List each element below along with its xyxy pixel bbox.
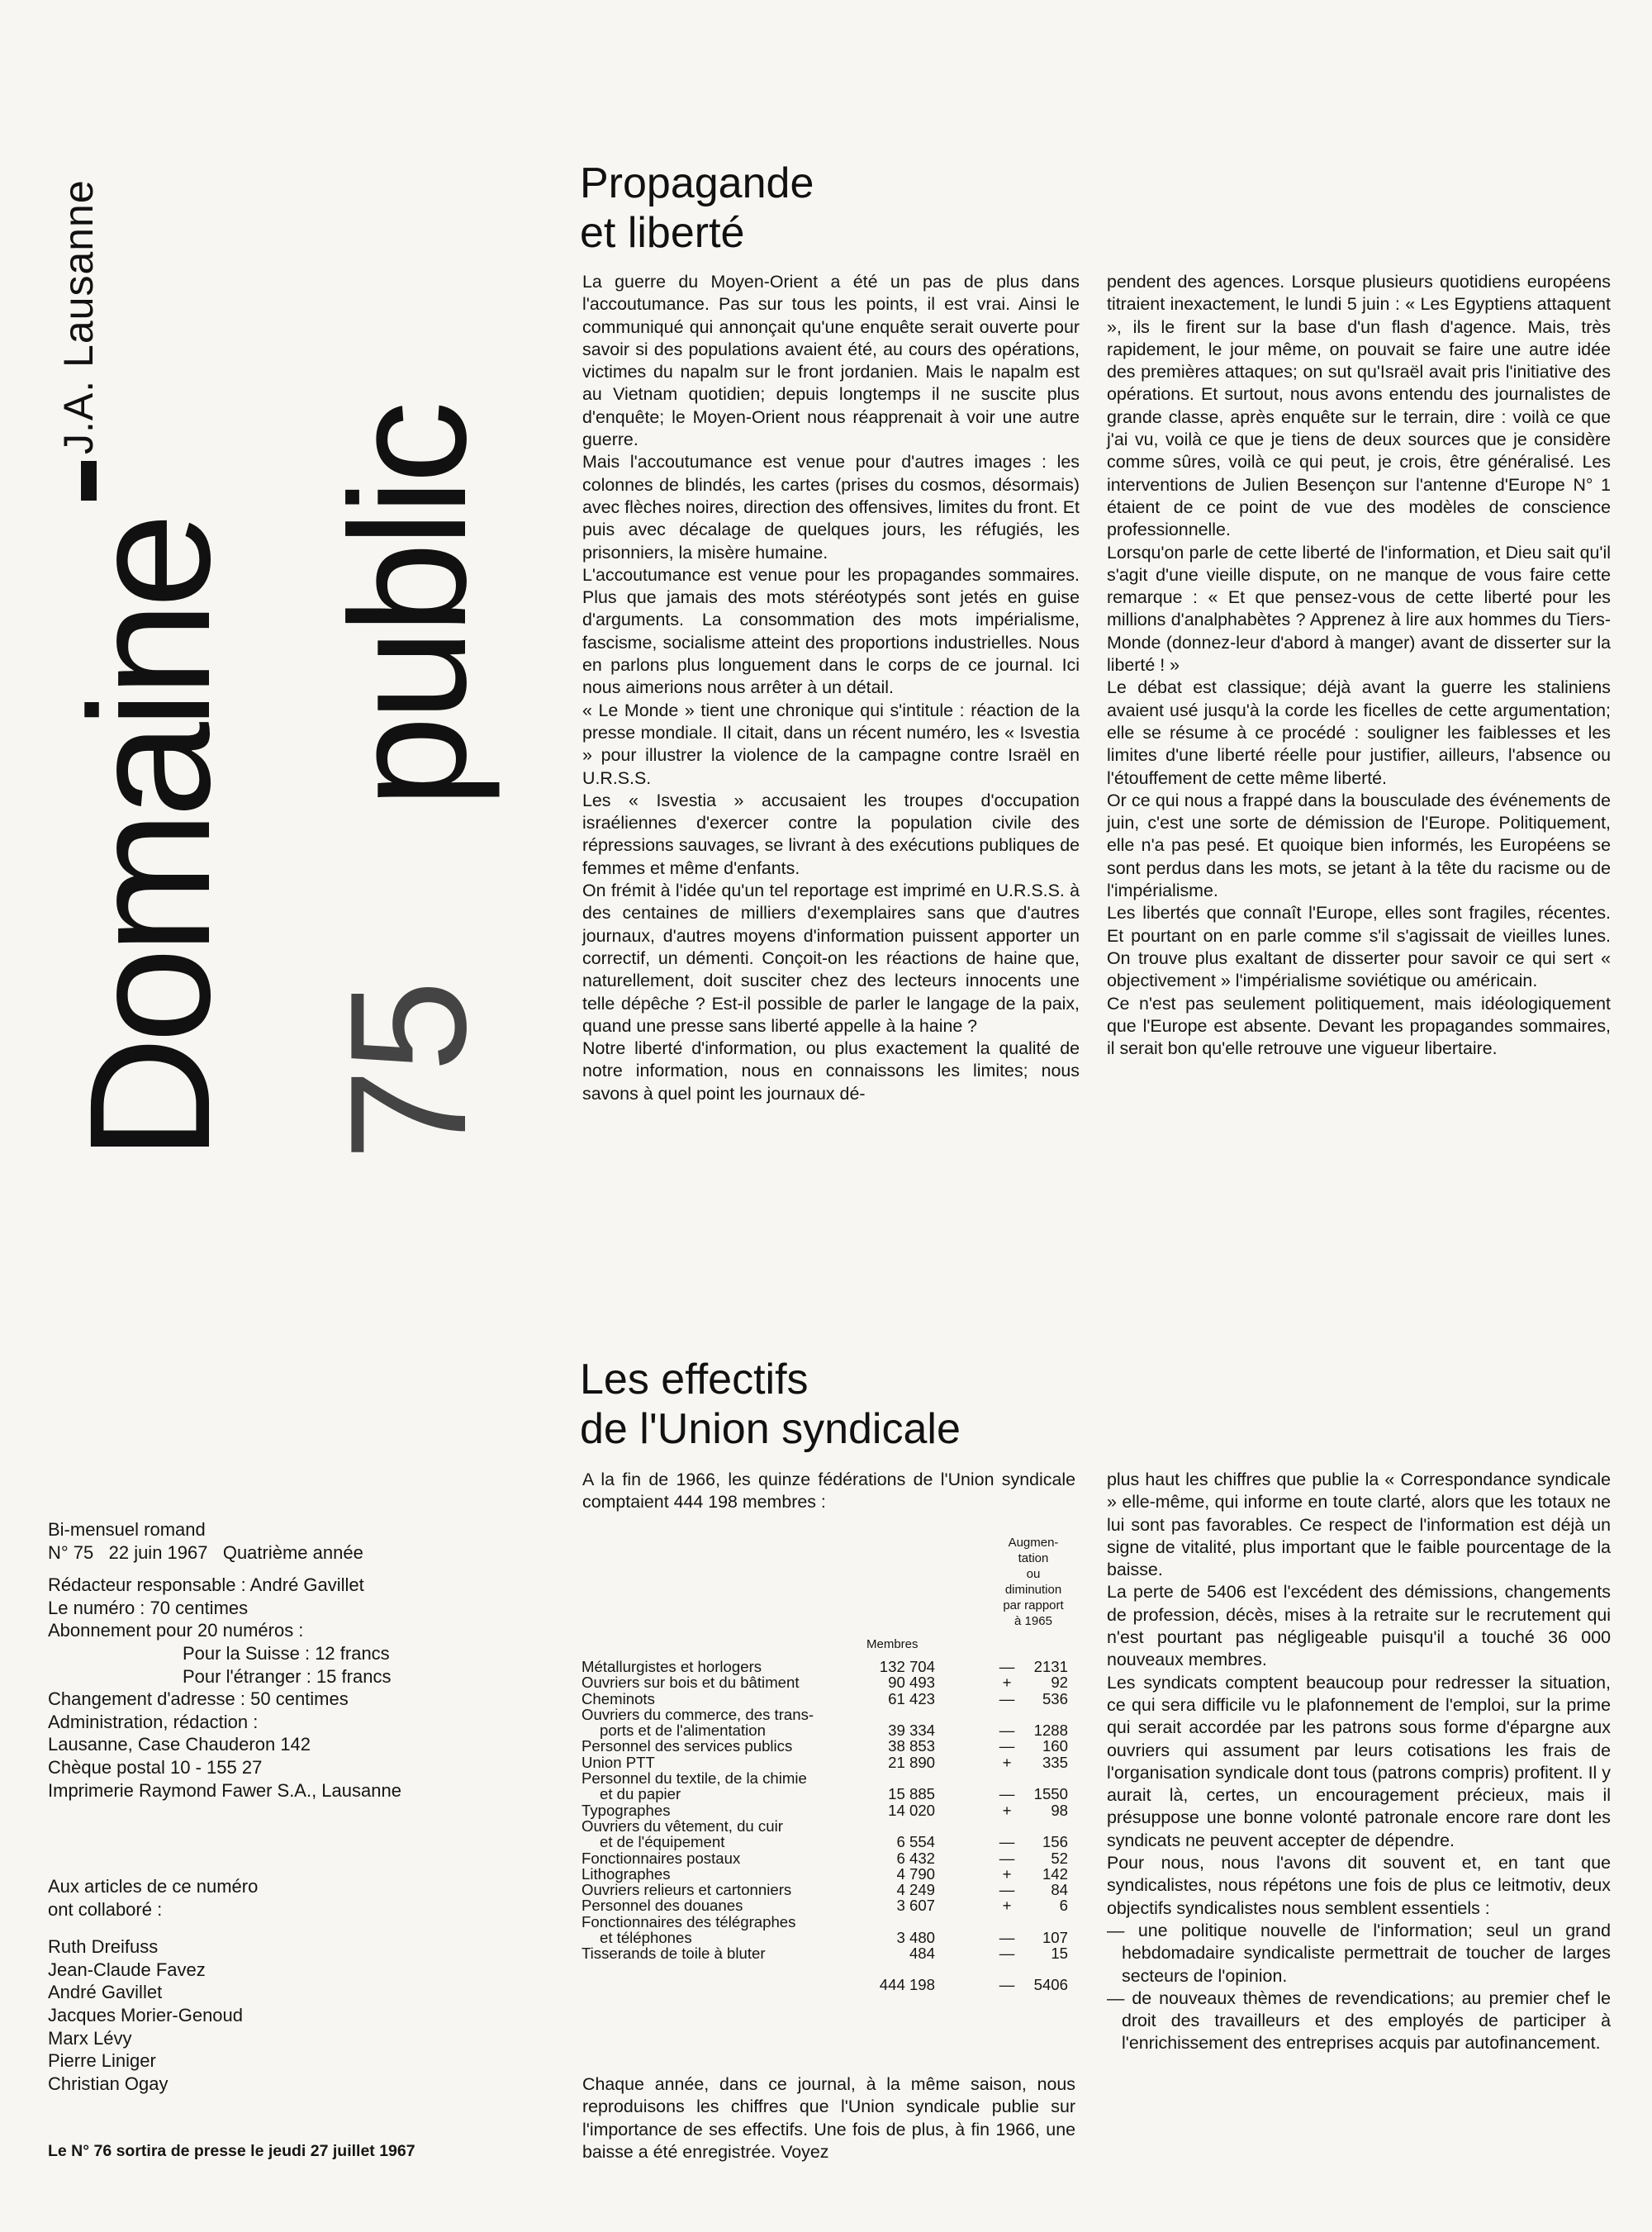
info-line: N° 75 22 juin 1967 Quatrième année xyxy=(48,1541,363,1563)
info-line: Abonnement pour 20 numéros : xyxy=(48,1620,304,1641)
table-cell-change: 84 xyxy=(1051,1881,1068,1899)
table-row xyxy=(582,1882,1070,1897)
info-line: Pour l'étranger : 15 francs xyxy=(183,1665,392,1687)
table-cell-change: 2131 xyxy=(1033,1658,1068,1675)
table-total-sign: — xyxy=(999,1975,1015,1993)
table-cell-name-line: ports et de l'alimentation xyxy=(600,1721,766,1740)
table-cell-name-line: Personnel des douanes xyxy=(582,1897,743,1915)
info-line: Chèque postal 10 - 155 27 xyxy=(48,1756,263,1778)
header-change-line: diminution xyxy=(1004,1583,1062,1597)
table-cell-sign: — xyxy=(999,1785,1015,1803)
table-row xyxy=(582,1770,1070,1802)
table-row xyxy=(582,1802,1070,1818)
contributor-name: Ruth Dreifuss xyxy=(48,1936,159,1958)
table-row xyxy=(582,1674,1070,1690)
contributor-name: Jacques Morier-Genoud xyxy=(48,2004,244,2025)
table-cell-name-line: Cheminots xyxy=(582,1689,655,1707)
table-cell-name xyxy=(582,1738,862,1754)
masthead-issue-number: 75 xyxy=(316,983,501,1161)
table-cell-name xyxy=(582,1850,862,1866)
table-cell-name-line: et du papier xyxy=(600,1785,681,1803)
table-cell-change: 52 xyxy=(1051,1849,1068,1867)
table-cell-members: 132 704 xyxy=(879,1658,935,1675)
table-body xyxy=(582,1659,1070,1962)
table-cell-sign: + xyxy=(1002,1801,1012,1819)
info-line: Changement d'adresse : 50 centimes xyxy=(48,1688,349,1710)
info-line: Rédacteur responsable : André Gavillet xyxy=(48,1574,364,1596)
table-cell-members: 38 853 xyxy=(888,1737,935,1755)
contributor-name: Marx Lévy xyxy=(48,2027,132,2049)
table-cell-name-line: Fonctionnaires des télégraphes xyxy=(582,1912,796,1930)
contributor-name: André Gavillet xyxy=(48,1982,163,2003)
contributor-name: Christian Ogay xyxy=(48,2073,169,2094)
table-cell-change: 160 xyxy=(1042,1737,1068,1755)
header-change-line: à 1965 xyxy=(1014,1614,1052,1628)
table-cell-change: 335 xyxy=(1042,1753,1068,1771)
table-cell-name-line: Ouvriers du vêtement, du cuir xyxy=(582,1816,783,1835)
table-row xyxy=(582,1659,1070,1674)
article1-title xyxy=(580,159,814,258)
header-change-line: Augmen- xyxy=(1008,1536,1059,1550)
table-row xyxy=(582,1897,1070,1913)
article1-paragraph: pendent des agences. Lorsque plusieurs quotidiens européens titraient inexactement, le lundi 5 juin : « Les Egyptiens attaquent », ils le firent sur la base d'un flash d'agence. Mais, très rapidement, le jour même, on pouvait se faire une autre idée des premières attaques; on sut qu'Israël avait pris l'initiative des opérations. Et surtout, nous avons entendu des journalistes de grande classe, après enquête sur le terrain, dire : voilà ce que j'ai vu, voilà ce que je tiens de deux sources que je considère comme sûres, voilà ce qui peut, je crois, être généralisé. Les interventions de Julien Besençon sur l'antenne d'Europe N° 1 étaient de ce point de vue des modèles de conscience professionnelle. xyxy=(1107,272,1611,540)
table-total-label xyxy=(582,1977,862,1992)
table-cell-change: 6 xyxy=(1059,1897,1068,1915)
table-row xyxy=(582,1707,1070,1739)
table-total-members: 444 198 xyxy=(879,1975,935,1993)
table-cell-change: 92 xyxy=(1051,1674,1068,1692)
table-cell-name xyxy=(582,1770,862,1802)
table-cell-change: 156 xyxy=(1042,1833,1068,1851)
article1-column2 xyxy=(1107,271,1611,1060)
masthead-title-domaine: Domaine xyxy=(55,519,246,1161)
article2-bullet: — de nouveaux thèmes de revendications; au premier chef le droit des travailleurs et des employés de participer à l'enrichissement des entreprises acquis par autofinancement. xyxy=(1107,1987,1611,2054)
article1-paragraph: Les « Isvestia » accusaient les troupes d'occupation israéliennes d'exercer contre la population civile des répressions sauvages, se livrant à des exécutions publiques de femmes et même d'enfants. xyxy=(582,790,1080,878)
contributor-name: Jean-Claude Favez xyxy=(48,1959,206,1980)
article2-intro-text: A la fin de 1966, les quinze fédérations de l'Union syndicale comptaient 444 198 membres : xyxy=(582,1470,1075,1513)
table-cell-sign: + xyxy=(1002,1753,1012,1771)
article1-paragraph: Ce n'est pas seulement politiquement, mais idéologiquement que l'Europe est absente. Devant les propagandes sommaires, il serait bon qu'elle retrouve une vigueur libertaire. xyxy=(1107,993,1611,1059)
table-cell-name-line: Ouvriers sur bois et du bâtiment xyxy=(582,1674,800,1692)
table-cell-name-line: Personnel des services publics xyxy=(582,1737,793,1755)
table-cell-members: 4 249 xyxy=(896,1881,935,1899)
table-cell-name-line: Typographes xyxy=(582,1801,671,1819)
table-cell-sign: — xyxy=(999,1721,1015,1740)
article1-paragraph: Le débat est classique; déjà avant la guerre les staliniens avaient usé jusqu'à la corde les ficelles de cette argumentation; elle se résume à ce procédé : souligner les faiblesses et les limites d'une liberté réelle pour justifier, ailleurs, l'absence ou l'étouffement de cette même liberté. xyxy=(1107,677,1611,788)
header-change-line: tation xyxy=(1018,1551,1049,1565)
table-cell-name-line: Ouvriers relieurs et cartonniers xyxy=(582,1881,792,1899)
table-row xyxy=(582,1755,1070,1770)
article2-paragraph: Les syndicats comptent beaucoup pour redresser la situation, ce qui sera difficile vu le plafonnement de l'emploi, sur la prime qui serait accordée par les patrons sous forme d'épargne aux ouvriers qui assument par leurs cotisations les frais de l'organisation syndicale dont tous (patrons compris) profitent. Il y aurait là, certes, un encouragement précieux, mais il présuppose une bonne volonté patronale encore rare dont les syndicats ne peuvent accepter de dépendre. xyxy=(1107,1672,1611,1850)
info-line: Lausanne, Case Chauderon 142 xyxy=(48,1734,311,1755)
article2-paragraph: La perte de 5406 est l'excédent des démissions, changements de profession, décès, mises à la retraite sur le recrutement qui n'est pourtant pas négligeable puisqu'il a touché 36 000 nouveaux membres. xyxy=(1107,1582,1611,1670)
masthead-postal-mark: J.A. Lausanne xyxy=(55,179,102,454)
table-cell-sign: — xyxy=(999,1929,1015,1947)
table-cell-members: 14 020 xyxy=(888,1801,935,1819)
table-cell-change: 1288 xyxy=(1033,1721,1068,1740)
article2-intro xyxy=(582,1469,1075,1514)
masthead-dot xyxy=(81,461,97,501)
article2-title-line2: de l'Union syndicale xyxy=(580,1405,961,1453)
table-header-members: Membres xyxy=(866,1637,919,1651)
table-cell-change: 15 xyxy=(1051,1945,1068,1963)
table-cell-sign: — xyxy=(999,1658,1015,1675)
table-cell-sign: — xyxy=(999,1945,1015,1963)
header-change-line: par rapport xyxy=(1003,1598,1064,1612)
table-row xyxy=(582,1691,1070,1707)
article2-column2 xyxy=(1107,1469,1611,2055)
table-cell-name xyxy=(582,1659,862,1674)
next-issue-note: Le N° 76 sortira de presse le jeudi 27 juillet 1967 xyxy=(48,2142,415,2160)
article1-paragraph: Mais l'accoutumance est venue pour d'autres images : les colonnes de blindés, les cartes (prises du cosmos, désormais) avec flèches noires, direction des offensives, limites du front. Et puis avec décalage de quelques jours, les réfugiés, les prisonniers, la misère humaine. xyxy=(582,452,1080,563)
article1-paragraph: La guerre du Moyen-Orient a été un pas de plus dans l'accoutumance. Pas sur tous les points, il est vrai. Ainsi le communiqué qui annonçait qu'une enquête serait ouverte pour savoir si des populations avaient été, au cours des opérations, victimes du napalm sur le front jordanien. Mais le napalm est au Vietnam quotidien; depuis longtemps il ne suscite plus d'enquête; le Moyen-Orient nous réapprenait à voir une autre guerre. xyxy=(582,272,1080,450)
table-cell-sign: — xyxy=(999,1833,1015,1851)
contributors-block xyxy=(48,1875,258,2095)
info-line: Administration, rédaction : xyxy=(48,1711,259,1732)
article1-paragraph: « Le Monde » tient une chronique qui s'intitule : réaction de la presse mondiale. Il citait, dans un récent numéro, les « Isvestia » pour illustrer la violence de la campagne contre Israël en U.R.S.S. xyxy=(582,700,1080,788)
table-cell-name xyxy=(582,1897,862,1913)
table-cell-change: 142 xyxy=(1042,1864,1068,1883)
table-cell-name-line: Lithographes xyxy=(582,1864,671,1883)
table-cell-change: 98 xyxy=(1051,1801,1068,1819)
membership-table xyxy=(582,1535,1070,1992)
table-cell-members: 61 423 xyxy=(888,1689,935,1707)
table-cell-members: 484 xyxy=(909,1945,935,1963)
table-cell-name-line: Métallurgistes et horlogers xyxy=(582,1658,762,1675)
table-cell-sign: — xyxy=(999,1849,1015,1867)
table-cell-members: 3 607 xyxy=(896,1897,935,1915)
table-cell-members: 4 790 xyxy=(896,1864,935,1883)
info-line: Imprimerie Raymond Fawer S.A., Lausanne xyxy=(48,1779,401,1801)
table-cell-name xyxy=(582,1818,862,1850)
article1-paragraph: Or ce qui nous a frappé dans la bousculade des événements de juin, c'est une sorte de démission de l'Europe. Politiquement, elle n'a pas pesé. Et quoique bien informés, les Européens se sont perdus dans les mots, se jetant à la tête du racisme ou de l'impérialisme. xyxy=(1107,790,1611,901)
masthead-title-public: public xyxy=(316,406,501,808)
table-cell-name-line: et téléphones xyxy=(600,1929,692,1947)
table-cell-members: 21 890 xyxy=(888,1753,935,1771)
article2-paragraph: Pour nous, nous l'avons dit souvent et, en tant que syndicalistes, nous répétons une fois de plus ce leitmotiv, deux objectifs syndicalistes nous semblent essentiels : xyxy=(1107,1853,1611,1918)
table-row xyxy=(582,1914,1070,1946)
contributors-heading: ont collaboré : xyxy=(48,1898,163,1920)
article2-bullet: — une politique nouvelle de l'information; seul un grand hebdomadaire syndicaliste permettrait de toucher de larges secteurs de l'opinion. xyxy=(1107,1920,1611,1986)
article1-paragraph: L'accoutumance est venue pour les propagandes sommaires. Plus que jamais des mots stéréotypés sont jetés en guise d'arguments. La consommation des mots impérialisme, fascisme, socialisme atteint des proportions industrielles. Nous en parlons plus longuement dans le corps de ce journal. Ici nous aimerions nous arrêter à un détail. xyxy=(582,564,1080,698)
table-cell-members: 6 432 xyxy=(896,1849,935,1867)
contributor-name: Pierre Liniger xyxy=(48,2050,156,2072)
table-header xyxy=(582,1535,1070,1659)
table-cell-name-line: Fonctionnaires postaux xyxy=(582,1849,741,1867)
table-total-change: 5406 xyxy=(1033,1975,1068,1993)
article2-title xyxy=(580,1355,961,1454)
table-cell-name xyxy=(582,1674,862,1690)
table-cell-name-line: et de l'équipement xyxy=(600,1833,725,1851)
table-cell-sign: + xyxy=(1002,1864,1012,1883)
article1-column1 xyxy=(582,271,1080,1105)
table-cell-name xyxy=(582,1945,862,1961)
table-cell-sign: + xyxy=(1002,1897,1012,1915)
article1-paragraph: Notre liberté d'information, ou plus exactement la qualité de notre information, nous en connaissons les limites; nous savons à quel point les journaux dé- xyxy=(582,1038,1080,1104)
publication-info xyxy=(48,1518,401,1802)
table-cell-change: 1550 xyxy=(1033,1785,1068,1803)
table-row xyxy=(582,1850,1070,1866)
table-cell-sign: — xyxy=(999,1689,1015,1707)
table-cell-members: 90 493 xyxy=(888,1674,935,1692)
article2-paragraph: Chaque année, dans ce journal, à la même saison, nous reproduisons les chiffres que l'Union syndicale publie sur l'importance de ses effectifs. Une fois de plus, à fin 1966, une baisse a été enregistrée. Voyez xyxy=(582,2074,1075,2162)
table-cell-sign: — xyxy=(999,1881,1015,1899)
table-cell-members: 3 480 xyxy=(896,1929,935,1947)
table-cell-name xyxy=(582,1866,862,1882)
article2-paragraph: plus haut les chiffres que publie la « Correspondance syndicale » elle-même, qui informe en toute clarté, alors que les totaux ne lui sont pas favorables. Ce respect de l'information est déjà un signe de vitalité, plus important que le faible pourcentage de la baisse. xyxy=(1107,1470,1611,1580)
table-cell-name-line: Tisserands de toile à bluter xyxy=(582,1945,766,1963)
header-change-line: ou xyxy=(1026,1567,1041,1581)
table-cell-name xyxy=(582,1755,862,1770)
table-cell-sign: — xyxy=(999,1737,1015,1755)
table-cell-name xyxy=(582,1691,862,1707)
table-cell-name xyxy=(582,1882,862,1897)
table-cell-name-line: Union PTT xyxy=(582,1753,655,1771)
info-line: Bi-mensuel romand xyxy=(48,1519,206,1540)
table-cell-sign: + xyxy=(1002,1674,1012,1692)
table-cell-name xyxy=(582,1707,862,1739)
table-cell-members: 6 554 xyxy=(896,1833,935,1851)
table-row xyxy=(582,1866,1070,1882)
table-cell-change: 536 xyxy=(1042,1689,1068,1707)
table-cell-change: 107 xyxy=(1042,1929,1068,1947)
article1-title-line2: et liberté xyxy=(580,209,745,257)
table-cell-name xyxy=(582,1914,862,1946)
info-line: Le numéro : 70 centimes xyxy=(48,1597,249,1618)
table-cell-members: 15 885 xyxy=(888,1785,935,1803)
article1-title-line1: Propagande xyxy=(580,159,814,207)
article2-title-line1: Les effectifs xyxy=(580,1356,809,1403)
table-total-row xyxy=(582,1977,1070,1992)
table-cell-name-line: Personnel du textile, de la chimie xyxy=(582,1769,807,1788)
table-row xyxy=(582,1945,1070,1961)
info-line: Pour la Suisse : 12 francs xyxy=(183,1642,390,1664)
contributors-heading: Aux articles de ce numéro xyxy=(48,1876,259,1897)
table-cell-members: 39 334 xyxy=(888,1721,935,1740)
article1-paragraph: Les libertés que connaît l'Europe, elles sont fragiles, récentes. Et pourtant on en parle comme s'il s'agissait de vieilles lunes. On trouve plus exaltant de disserter pour savoir ce qui sert « objectivement » l'impérialisme soviétique ou américain. xyxy=(1107,903,1611,991)
table-cell-name xyxy=(582,1802,862,1818)
article2-column1-end xyxy=(582,2073,1075,2163)
table-row xyxy=(582,1818,1070,1850)
table-cell-name-line: Ouvriers du commerce, des trans- xyxy=(582,1705,814,1723)
article1-paragraph: On frémit à l'idée qu'un tel reportage est imprimé en U.R.S.S. à des centaines de milliers d'exemplaires sans que d'autres journaux, d'autres moyens d'information puissent apporter un correctif, un démenti. Conçoit-on les réactions de haine que, naturellement, doit susciter chez des lecteurs innocents une telle dépêche ? Est-il possible de parler le langage de la paix, quand une presse sans liberté appelle à la haine ? xyxy=(582,881,1080,1036)
article1-paragraph: Lorsqu'on parle de cette liberté de l'information, et Dieu sait qu'il s'agit d'une vieille dispute, on ne manque de vous faire cette remarque : « Et que pensez-vous de cette liberté pour les millions d'analphabètes ? Apprenez à lire aux hommes du Tiers-Monde (donnez-leur d'abord à manger) avant de disserter sur la liberté ! » xyxy=(1107,542,1611,676)
table-row xyxy=(582,1738,1070,1754)
table-header-change xyxy=(996,1535,1070,1629)
